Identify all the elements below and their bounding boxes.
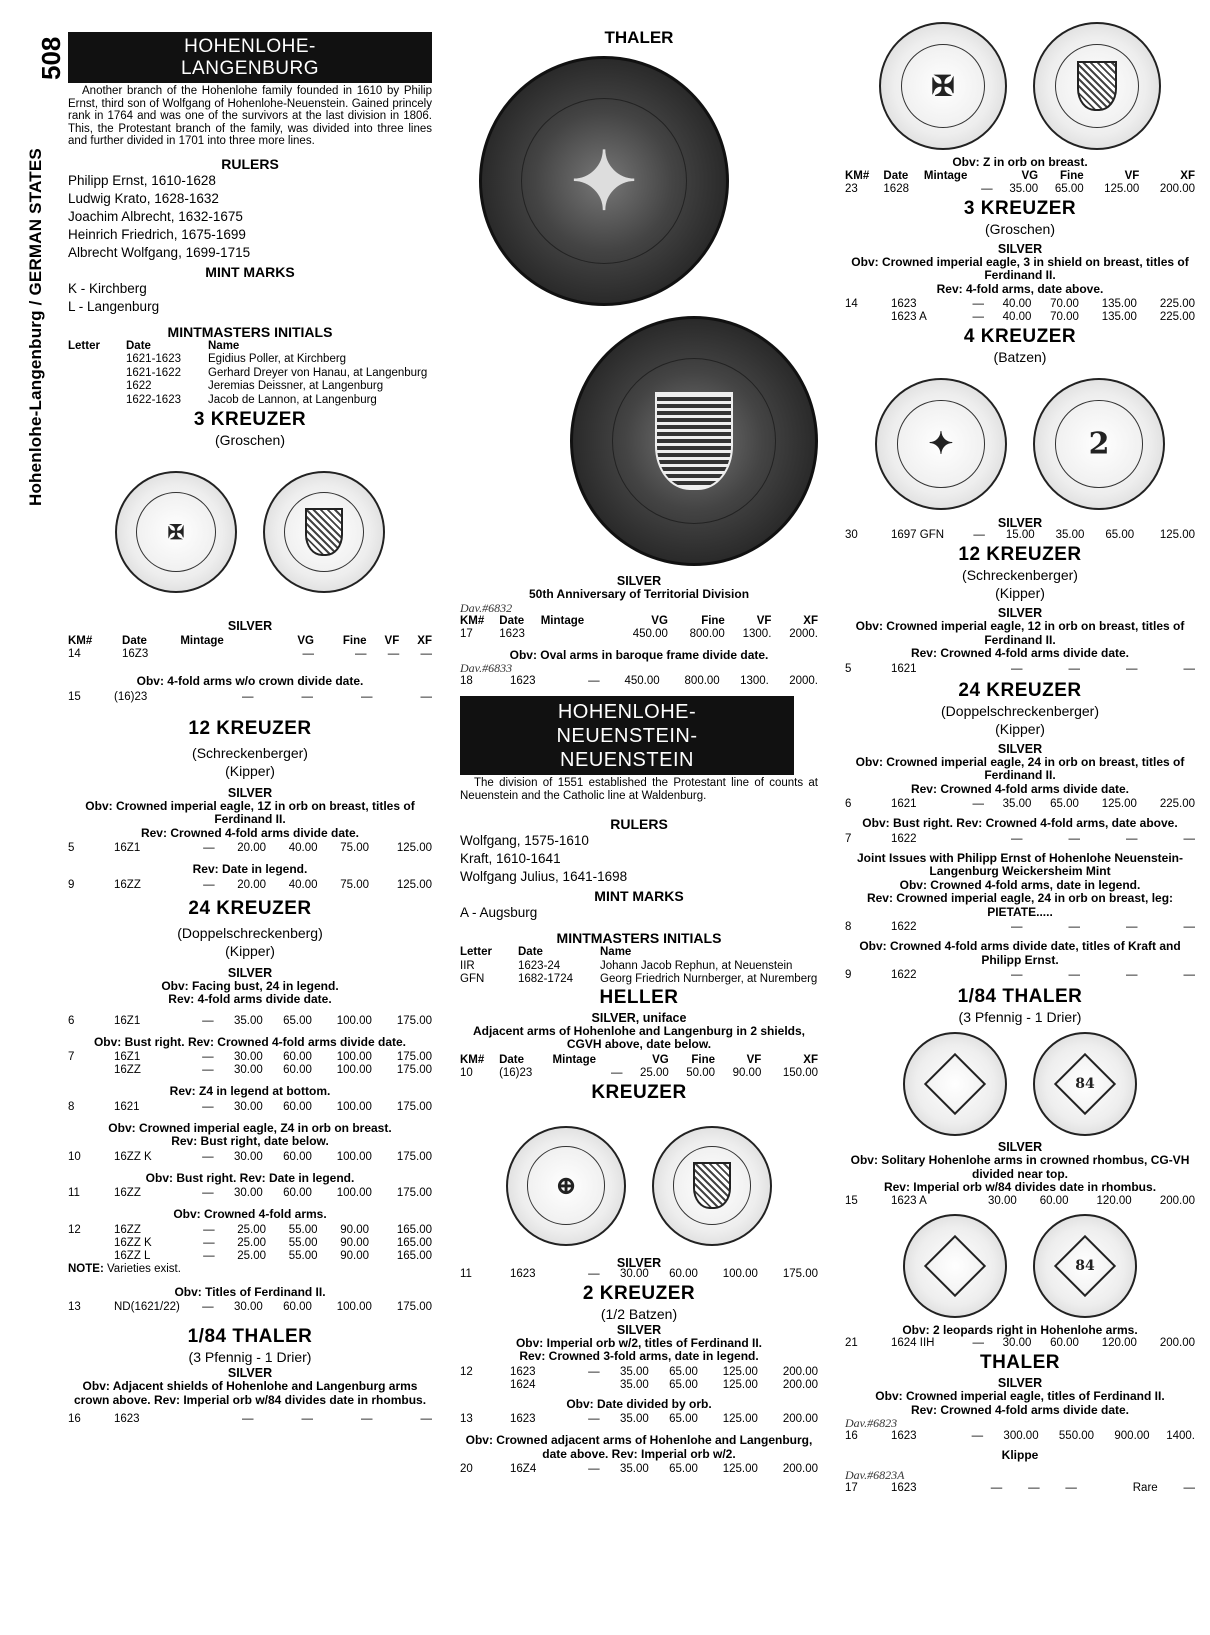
- mintmasters-table: Letter Date Name IIR 1623-24 Johann Jacob Rephun, at Neuenstein GFN 1682-1724 Georg Friedrich Nurnberger, at Nuremberg: [460, 946, 818, 985]
- table-row: 10 16ZZ K — 30.00 60.00 100.00 175.00: [68, 1150, 432, 1163]
- table-row: 9 16ZZ — 20.00 40.00 75.00 125.00: [68, 878, 432, 891]
- coin-obverse-image: ✦: [875, 378, 1007, 510]
- catalog-table: [68, 1051, 432, 1077]
- table-row: 14 1623 — 40.00 70.00 135.00 225.00: [845, 298, 1195, 310]
- denomination-title: 1/84 THALER: [187, 1326, 313, 1347]
- mintmarks-list: A - Augsburg: [460, 905, 538, 920]
- section-intro: Another branch of the Hohenlohe family founded in 1610 by Philip Ernst, third son of Wolfgang of Hohenlohe-Neuenstein. Gained princely rank in 1764 and was one of the survivors at the last division in 1806. This, the Protestant branch of the family, was divided into three lines and further divided in 1701 into three more lines.: [68, 85, 432, 147]
- denomination-title: THALER: [604, 28, 674, 47]
- section-banner: HOHENLOHE- NEUENSTEIN- NEUENSTEIN: [460, 696, 794, 775]
- coin-images: [460, 56, 818, 306]
- catalog-table: [68, 1151, 432, 1164]
- mintmasters-table: Letter Date Name 1621-1623 Egidius Poller, at Kirchberg 1621-1622 Gerhard Dreyer von Hanau, at Langenburg 1622 Jeremias Deissner, at Langenburg 1622-1623 Jacob de Lannon, at Langenburg: [68, 339, 428, 406]
- table-row: 15 1623 A 30.00 60.00 120.00 200.00: [845, 1194, 1195, 1207]
- table-row: 21 1624 IIH — 30.00 60.00 120.00 200.00: [845, 1337, 1195, 1349]
- coin-obverse-image: [903, 1032, 1007, 1136]
- dav-number: Dav.#6823: [845, 1416, 898, 1430]
- table-row: 11 1623 — 30.00 60.00 100.00 175.00: [460, 1267, 818, 1280]
- coin-images: [460, 1126, 818, 1246]
- column-3: ✠ Obv: Z in orb on breast. KM# Date Mintage VG Fine VF XF 23 1628 — 35.00 65.00 125.00 200.00 3 KREUZER (Groschen) SILVER Obv: Crowned imperial eagle, 3 in shield on breast, titles of Ferdinand II. Rev: 4-fold arms, date above. 14 1623 — 40.00 70.00 135.00 225.00 1623 A — 40.00 70.00 135.00 225.00 4 KREUZER (Batzen) ✦ 2 SILVER 30 1697 GFN — 15.00 35.00 65.00 125.00 12 KREUZER (Schreckenberger) (Kipper) SILVER Obv: Crowned imperial eagle, 12 in orb on breast, titles of Ferdinand II. Rev: Crowned 4-fold arms divide date. 5 1621 — — — — 24 KREUZER (Doppelschreckenberger) (Kipper) SILVER Obv: Crowned imperial eagle, 24 in orb on breast, titles of Ferdinand II. Rev: Crowned 4-fold arms divide date. 6 1621 — 35.00 65.00 125.00 225.00 Obv: Bust right. Rev: Crowned 4-fold arms, date above. 7 1622 — — — — Joint Issues with Philipp Ernst of Hohenlohe Neuenstein-Langenburg Weickersheim Mint Obv: Crowned 4-fold arms, date in legend. Rev: Crowned imperial eagle, 24 in orb on breast, leg: PIETATE..... 8 1622 — — — — Obv: Crowned 4-fold arms divide date, titles of Kraft and Philipp Ernst. 9 1622 — — — — 1/84 THALER (3 Pfennig - 1 Drier) 84 SILVER Obv: Solitary Hohenlohe arms in crowned rhombus, CG-VH divided near top. Rev: Imperial orb w/84 divides date in rhombus. 15 1623 A 30.00 60.00 120.00 200.00 84 Obv: 2 leopards right in Hohenlohe arms. 21 1624 IIH — 30.00 60.00 120.00 200.00 THALER SILVER Obv: Crowned imperial eagle, titles of Ferdinand II. Rev: Crowned 4-fold arms divide date. Dav.#6823 16 1623 — 300.00 550.00 900.00 1400. Klippe Dav.#6823A 17 1623 — — — Rare —: [845, 22, 1195, 1495]
- table-row: 11 16ZZ — 30.00 60.00 100.00 175.00: [68, 1187, 432, 1199]
- catalog-table: [460, 1463, 818, 1476]
- rulers-list: Wolfgang, 1575-1610 Kraft, 1610-1641 Wolfgang Julius, 1641-1698: [460, 833, 628, 884]
- coin-reverse-image: [1033, 22, 1161, 150]
- catalog-table: [845, 529, 1195, 542]
- dav-number: Dav.#6823A: [845, 1467, 905, 1482]
- table-row: 5 1621 — — — —: [845, 662, 1195, 675]
- denomination-title: 3 KREUZER: [963, 197, 1077, 219]
- denomination-subtitle: (Groschen): [214, 432, 286, 448]
- page-number: 508: [36, 36, 66, 80]
- catalog-table: [68, 1015, 432, 1028]
- dav-number: Dav.#6833: [460, 661, 513, 675]
- catalog-table: [68, 1224, 432, 1263]
- side-tab: [22, 20, 66, 506]
- table-row: 12 1623 — 35.00 65.00 125.00 200.00: [460, 1365, 818, 1378]
- table-row: 9 1622 — — — —: [845, 969, 1195, 981]
- obverse-note: Obv: 4-fold arms w/o crown divide date.: [136, 674, 364, 688]
- catalog-table: [460, 1366, 818, 1392]
- table-row: 17 1623 450.00 800.00 1300. 2000.: [460, 627, 818, 640]
- coin-obverse-image: ✠: [879, 22, 1007, 150]
- rulers-heading: RULERS: [221, 155, 279, 172]
- coin-obverse-image: ✠: [115, 471, 237, 593]
- denomination-title: THALER: [979, 1352, 1061, 1373]
- coin-reverse-image: [263, 471, 385, 593]
- catalog-table: [845, 969, 1195, 982]
- table-row: 1623 A — 40.00 70.00 135.00 225.00: [891, 311, 1195, 323]
- catalog-table: [845, 798, 1195, 811]
- denomination-title: KREUZER: [591, 1081, 687, 1103]
- table-row: 10 (16)23 — 25.00 50.00 90.00 150.00: [460, 1066, 818, 1079]
- denomination-title: HELLER: [599, 986, 679, 1008]
- catalog-table: [68, 691, 432, 704]
- denomination-title: 12 KREUZER: [958, 544, 1082, 565]
- coin-images: [845, 378, 1195, 510]
- coin-obverse-image: [903, 1214, 1007, 1318]
- catalog-table: [845, 663, 1195, 676]
- thaler-reverse-image: [570, 316, 818, 566]
- table-row: 8 1622 — — — —: [845, 921, 1195, 933]
- mintmarks-heading: MINT MARKS: [205, 263, 295, 280]
- catalog-table: [460, 1268, 818, 1281]
- coin-images: [845, 1214, 1195, 1318]
- coin-images: [460, 316, 818, 566]
- coin-reverse-image: 2: [1033, 378, 1165, 510]
- denomination-title: 24 KREUZER: [188, 897, 312, 919]
- catalog-table: [845, 1430, 1195, 1443]
- catalog-table: [845, 1482, 1195, 1495]
- catalog-table: [845, 833, 1195, 846]
- coin-obverse-image: ⊕: [506, 1126, 626, 1246]
- running-title: Hohenlohe-Langenburg / GERMAN STATES: [26, 148, 45, 506]
- catalog-table: KM# Date Mintage VG Fine VF XF 10 (16)23 — 25.00 50.00 90.00 150.00: [460, 1053, 818, 1079]
- denomination-title: 12 KREUZER: [188, 717, 312, 739]
- thaler-obverse-image: ✦: [479, 56, 729, 306]
- table-row: 6 1621 — 35.00 65.00 125.00 225.00: [845, 798, 1195, 810]
- catalog-table: [68, 879, 432, 892]
- catalog-table: [845, 1337, 1195, 1350]
- coin-images: [845, 22, 1195, 150]
- table-row: 16ZZ L — 25.00 55.00 90.00 165.00: [114, 1249, 432, 1262]
- denomination-title: 1/84 THALER: [957, 986, 1083, 1007]
- klippe-label: Klippe: [1001, 1448, 1039, 1462]
- column-1: HOHENLOHE- LANGENBURG Another branch of the Hohenlohe family founded in 1610 by Philip Ernst, third son of Wolfgang of Hohenlohe-Neuenstein. Gained princely rank in 1764 and was one of the survivors at the last division in 1806. This, the Protestant branch of the family, was divided into three lines and further divided in 1701 into three more lines. RULERS Philipp Ernst, 1610-1628 Ludwig Krato, 1628-1632 Joachim Albrecht, 1632-1675 Heinrich Friedrich, 1675-1699 Albrecht Wolfgang, 1699-1715 MINT MARKS K - Kirchberg L - Langenburg MINTMASTERS INITIALS Letter Date Name 1621-1623 Egidius Poller, at Kirchberg 1621-1622 Gerhard Dreyer von Hanau, at Langenburg 1622 Jeremias Deissner, at Langenburg 1622-1623 Jacob de Lannon, at Langenburg 3 KREUZER (Groschen) ✠ SILVER KM# Date Mintage VG Fine VF XF 14 16Z3 — — — — Obv: 4-fold arms w/o crown divide date. 15 (16)23 — — — — 12 KREUZER (Schreckenberger) (Kipper) SILVER Obv: Crowned imperial eagle, 1Z in orb on breast, titles of Ferdinand II. Rev: Crowned 4-fold arms divide date. 5 16Z1 — 20.00 40.00 75.00 125.00 Rev: Date in legend. 9 16ZZ — 20.00 40.00 75.00 125.00 24 KREUZER (Doppelschreckenberg) (Kipper) SILVER Obv: Facing bust, 24 in legend. Rev: 4-fold arms divide date. 6 16Z1 — 35.00 65.00 100.00 175.00 Obv: Bust right. Rev: Crowned 4-fold arms divide date. 7 16Z1 — 30.00 60.00 100.00 175.00 16ZZ — 30.00 60.00 100.00 175.00 Rev: Z4 in legend at bottom. 8 1621 — 30.00 60.00 100.00 175.00 Obv: Crowned imperial eagle, Z4 in orb on breast. Rev: Bust right, date below. 10 16ZZ K — 30.00 60.00 100.00 175.00 Obv: Bust right. Rev: Date in legend. 11 16ZZ — 30.00 60.00 100.00 175.00 Obv: Crowned 4-fold arms. 12 16ZZ — 25.00 55.00 90.00 165.00 16ZZ K — 25.00 55.00 90.00 165.00 16ZZ L — 25.00 55.00 90.00 165.00 NOTE: Varieties exist. Obv: Titles of Ferdinand II. 13 ND(1621/22) — 30.00 60.00 100.00 175.00 1/84 THALER (3 Pfennig - 1 Drier) SILVER Obv: Adjacent shields of Hohenlohe and Langenburg arms crown above. Rev: Imperial orb w/84 divides date in rhombus. 16 1623 — — — —: [68, 32, 432, 1426]
- table-row: 14 16Z3 — — — —: [68, 648, 432, 660]
- coin-reverse-image: [652, 1126, 772, 1246]
- catalog-table: [845, 298, 1195, 324]
- table-row: 30 1697 GFN — 15.00 35.00 65.00 125.00: [845, 529, 1195, 541]
- mintmasters-heading: MINTMASTERS INITIALS: [167, 323, 333, 340]
- denomination-title: 3 KREUZER: [193, 409, 307, 430]
- catalog-table: KM# Date Mintage VG Fine VF XF 17 1623 450.00 800.00 1300. 2000.: [460, 614, 818, 640]
- denomination-title: 24 KREUZER: [958, 679, 1082, 701]
- dav-number: Dav.#6832: [460, 600, 513, 615]
- metal-label: SILVER: [227, 619, 273, 633]
- catalog-table: [845, 921, 1195, 934]
- catalog-table: KM# Date Mintage VG Fine VF XF 23 1628 — 35.00 65.00 125.00 200.00: [845, 169, 1195, 195]
- column-2: THALER ✦ SILVER 50th Anniversary of Territorial Division Dav.#6832 KM# Date Mintage VG Fine VF XF 17 1623 450.00 800.00 1300. 2000. Obv: Oval arms in baroque frame divide date. Dav.#6833 18 1623 — 450.00 800.00 1300. 2000. HOHENLOHE- NEUENSTEIN- NEUENSTEIN The division of 1551 established the Protestant line of counts at Neuenstein and the Catholic line at Waldenburg. RULERS Wolfgang, 1575-1610 Kraft, 1610-1641 Wolfgang Julius, 1641-1698 MINT MARKS A - Augsburg MINTMASTERS INITIALS Letter Date Name IIR 1623-24 Johann Jacob Rephun, at Neuenstein GFN 1682-1724 Georg Friedrich Nurnberger, at Nuremberg HELLER SILVER, uniface Adjacent arms of Hohenlohe and Langenburg in 2 shields, CGVH above, date below. KM# Date Mintage VG Fine VF XF 10 (16)23 — 25.00 50.00 90.00 150.00 KREUZER ⊕ SILVER 11 1623 — 30.00 60.00 100.00 175.00 2 KREUZER (1/2 Batzen) SILVER Obv: Imperial orb w/2, titles of Ferdinand II. Rev: Crowned 3-fold arms, date in legend. 12 1623 — 35.00 65.00 125.00 200.00 1624 35.00 65.00 125.00 200.00 Obv: Date divided by orb. 13 1623 — 35.00 65.00 125.00 200.00 Obv: Crowned adjacent arms of Hohenlohe and Langenburg, date above. Rev: Imperial orb w/2. 20 16Z4 — 35.00 65.00 125.00 200.00: [460, 28, 818, 1475]
- table-row: 13 ND(1621/22) — 30.00 60.00 100.00 175.00: [68, 1301, 432, 1313]
- catalog-table: [68, 842, 432, 855]
- section-banner: HOHENLOHE- LANGENBURG: [68, 32, 432, 83]
- section-intro: The division of 1551 established the Protestant line of counts at Neuenstein and the Catholic line at Waldenburg.: [460, 777, 818, 802]
- table-row: 13 1623 — 35.00 65.00 125.00 200.00: [460, 1413, 818, 1425]
- catalog-table: KM# Date Mintage VG Fine VF XF 14 16Z3 — — — —: [68, 635, 432, 660]
- table-row: 23 1628 — 35.00 65.00 125.00 200.00: [845, 182, 1195, 195]
- table-row: 16ZZ K — 25.00 55.00 90.00 165.00: [114, 1236, 432, 1249]
- table-row: 17 1623 — — — Rare —: [845, 1481, 1195, 1494]
- catalog-table: [845, 1195, 1195, 1208]
- catalog-table: [460, 1413, 818, 1426]
- table-row: 7 1622 — — — —: [845, 832, 1195, 845]
- table-row: 16 1623 — — — —: [68, 1413, 432, 1425]
- table-row: 12 16ZZ — 25.00 55.00 90.00 165.00: [68, 1223, 432, 1236]
- table-row: 7 16Z1 — 30.00 60.00 100.00 175.00: [68, 1051, 432, 1063]
- table-row: 18 1623 — 450.00 800.00 1300. 2000.: [460, 675, 818, 687]
- table-row: 15 (16)23 — — — —: [68, 690, 432, 703]
- catalog-table: [68, 1301, 432, 1314]
- catalog-table: [68, 1101, 432, 1114]
- table-row: 1624 35.00 65.00 125.00 200.00: [510, 1378, 818, 1391]
- coin-images: [68, 471, 432, 593]
- catalog-table: [68, 1187, 432, 1200]
- coin-reverse-image: 84: [1033, 1214, 1137, 1318]
- catalog-table: [460, 675, 818, 688]
- table-row: 8 1621 — 30.00 60.00 100.00 175.00: [68, 1100, 432, 1113]
- denomination-title: 2 KREUZER: [582, 1282, 696, 1304]
- catalog-table: [68, 1413, 432, 1426]
- mintmarks-list: K - Kirchberg L - Langenburg: [68, 280, 160, 314]
- coin-images: [845, 1032, 1195, 1136]
- rulers-list: Philipp Ernst, 1610-1628 Ludwig Krato, 1628-1632 Joachim Albrecht, 1632-1675 Heinrich Friedrich, 1675-1699 Albrecht Wolfgang, 1699-1715: [68, 172, 251, 260]
- table-row: 5 16Z1 — 20.00 40.00 75.00 125.00: [68, 842, 432, 854]
- table-row: 16 1623 — 300.00 550.00 900.00 1400.: [845, 1430, 1195, 1442]
- table-row: 16ZZ — 30.00 60.00 100.00 175.00: [114, 1064, 432, 1076]
- coin-reverse-image: 84: [1033, 1032, 1137, 1136]
- table-row: 20 16Z4 — 35.00 65.00 125.00 200.00: [460, 1463, 818, 1475]
- denomination-title: 4 KREUZER: [963, 326, 1077, 347]
- note: NOTE: Varieties exist.: [68, 1262, 181, 1275]
- table-row: 6 16Z1 — 35.00 65.00 100.00 175.00: [68, 1014, 432, 1027]
